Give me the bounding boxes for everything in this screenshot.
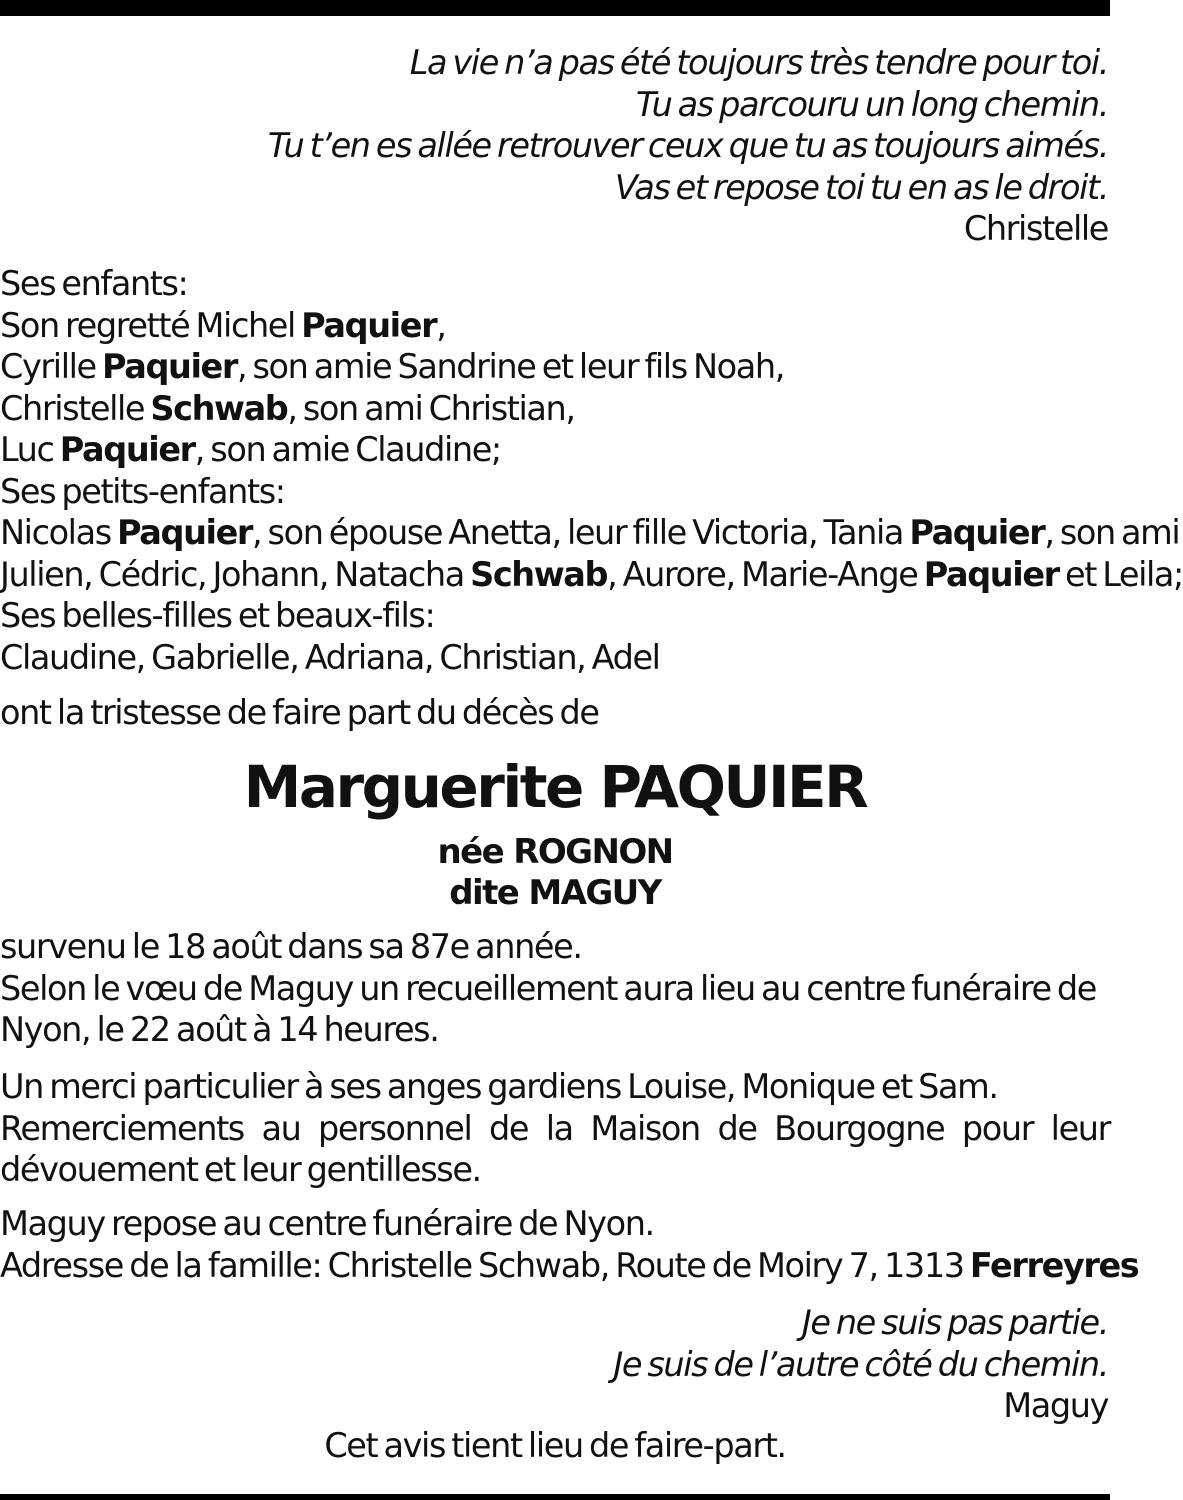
family-member-line [0, 429, 1110, 471]
name-text: Son regretté Michel [0, 305, 302, 345]
thanks-line: Un merci particulier à ses anges gardiens Louise, Monique et Sam. [0, 1067, 998, 1106]
epigraph-line: Tu as parcouru un long chemin. [635, 84, 1108, 124]
epigraph-line: La vie n’a pas été toujours très tendre pour toi. [409, 43, 1108, 82]
surname: Paquier [117, 513, 253, 552]
family-list [0, 263, 1183, 678]
surname: Paquier [923, 554, 1059, 594]
address-line [0, 1245, 1139, 1287]
name-text: , [436, 305, 446, 345]
address-town: Ferreyres [969, 1245, 1139, 1285]
surname: Paquier [909, 513, 1045, 552]
family-member-line [0, 388, 1110, 430]
grandchildren-line [0, 512, 1180, 554]
name-text: , son épouse Anetta, leur fille Victoria, Tania [252, 513, 910, 552]
closing-poem [0, 1302, 1108, 1427]
surname: Paquier [301, 305, 437, 345]
inlaws-heading: Ses belles-filles et beaux-fils: [0, 596, 435, 635]
footer-text: Cet avis tient lieu de faire-part. [324, 1426, 786, 1465]
surname: Schwab [150, 388, 288, 428]
details-line: survenu le 18 août dans sa 87e année. [0, 927, 582, 966]
family-address [0, 1203, 1139, 1286]
name-text: , Aurore, Marie-Ange [607, 554, 924, 594]
epigraph-signature: Christelle [963, 209, 1108, 248]
family-member-line [0, 305, 1110, 347]
surname: Paquier [59, 430, 195, 469]
name-text: Julien, Cédric, Johann, Natacha [0, 554, 471, 594]
name-text: , son amie Claudine; [194, 430, 501, 469]
family-member-line [0, 346, 1110, 388]
name-text: et Leila; [1058, 554, 1183, 594]
details-line: Nyon, le 22 août à 14 heures. [0, 1010, 439, 1049]
thanks-paragraph [0, 1066, 1110, 1191]
nickname: dite MAGUY [449, 873, 661, 913]
name-text: , son ami Christian, [287, 388, 575, 428]
inlaws-names: Claudine, Gabrielle, Adriana, Christian, Adel [0, 637, 660, 677]
closing-line: Je ne suis pas partie. [801, 1303, 1108, 1342]
bottom-border-rule [0, 1494, 1110, 1500]
deceased-name: Marguerite PAQUIER [243, 753, 867, 821]
address-line: Maguy repose au centre funéraire de Nyon. [0, 1204, 654, 1243]
announcement-text: ont la tristesse de faire part du décès de [0, 693, 599, 732]
top-border-rule [0, 0, 1110, 16]
surname: Schwab [470, 554, 608, 594]
grandchildren-heading: Ses petits-enfants: [0, 471, 285, 511]
closing-line: Je suis de l’autre côté du chemin. [613, 1344, 1108, 1384]
address-text: Adresse de la famille: Christelle Schwab, Route de Moiry 7, 1313 [0, 1245, 970, 1285]
epigraph-line: Vas et repose toi tu en as le droit. [614, 167, 1108, 207]
epigraph-line: Tu t’en es allée retrouver ceux que tu as toujours aimés. [267, 126, 1108, 165]
children-heading: Ses enfants: [0, 264, 188, 303]
thanks-line: dévouement et leur gentillesse. [0, 1150, 481, 1189]
maiden-name: née ROGNON [437, 832, 673, 872]
announcement-line [0, 692, 1110, 734]
name-text: , son amie Sandrine et leur fils Noah, [237, 347, 784, 386]
epigraph-poem [0, 42, 1108, 250]
death-details [0, 926, 1110, 1051]
deceased-subtitles [0, 832, 1110, 914]
closing-signature: Maguy [1003, 1386, 1108, 1425]
name-text: , son ami [1044, 513, 1180, 552]
name-text: Cyrille [0, 347, 102, 386]
details-line: Selon le vœu de Maguy un recueillement aura lieu au centre funéraire de [0, 968, 1097, 1008]
name-text: Nicolas [0, 513, 118, 552]
surname: Paquier [101, 347, 237, 386]
grandchildren-line [0, 554, 1183, 596]
thanks-line: Remerciements au personnel de la Maison de Bourgogne pour leur [0, 1108, 1110, 1148]
name-text: Christelle [0, 388, 151, 428]
name-text: Luc [0, 430, 60, 469]
footer-note [0, 1425, 1110, 1467]
